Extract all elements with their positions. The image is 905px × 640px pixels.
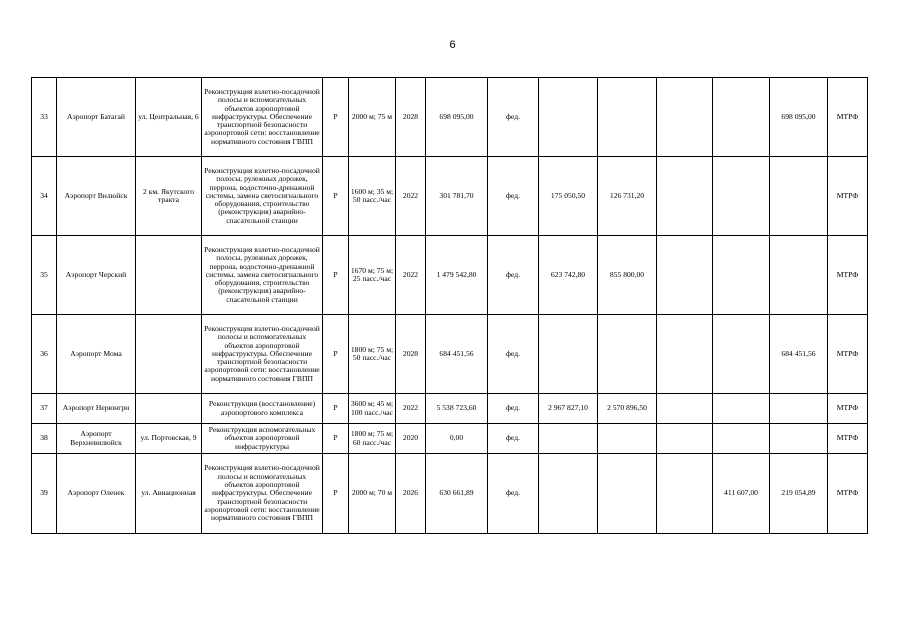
completion-year-cell: 2026 bbox=[396, 454, 426, 534]
capacity-cell: 2000 м; 70 м bbox=[349, 454, 396, 534]
row-number-cell: 39 bbox=[32, 454, 57, 534]
funding-period-2-cell: 126 731,20 bbox=[598, 157, 657, 236]
airport-address-cell: ул. Центральная, 6 bbox=[136, 78, 202, 157]
funding-period-1-cell bbox=[539, 424, 598, 454]
funding-period-2-cell: 2 570 896,50 bbox=[598, 394, 657, 424]
airport-address-cell bbox=[136, 315, 202, 394]
funding-source-cell: фед. bbox=[488, 424, 539, 454]
funding-period-2-cell bbox=[598, 454, 657, 534]
airport-name-cell: Аэропорт Оленек bbox=[57, 454, 136, 534]
airport-address-cell: ул. Портовская, 9 bbox=[136, 424, 202, 454]
page-number: 6 bbox=[449, 39, 456, 51]
responsible-org-cell: МТРФ bbox=[828, 315, 868, 394]
airport-address-cell bbox=[136, 394, 202, 424]
table-row bbox=[32, 394, 868, 424]
capacity-cell: 2000 м; 75 м bbox=[349, 78, 396, 157]
project-description-cell: Реконструкция (восстановление) аэропортового комплекса bbox=[202, 394, 323, 424]
funding-period-5-cell bbox=[770, 424, 828, 454]
project-description-cell: Реконструкция вспомогательных объектов аэропортовой инфраструктуры bbox=[202, 424, 323, 454]
funding-period-2-cell bbox=[598, 424, 657, 454]
funding-period-1-cell bbox=[539, 454, 598, 534]
table-row bbox=[32, 157, 868, 236]
responsible-org-cell: МТРФ bbox=[828, 157, 868, 236]
project-type-cell: Р bbox=[323, 315, 349, 394]
funding-source-cell: фед. bbox=[488, 157, 539, 236]
table-row bbox=[32, 424, 868, 454]
project-type-cell: Р bbox=[323, 394, 349, 424]
responsible-org-cell: МТРФ bbox=[828, 424, 868, 454]
airport-name-cell: Аэропорт Верхневилюйск bbox=[57, 424, 136, 454]
funding-period-4-cell bbox=[713, 78, 770, 157]
total-cost-cell: 5 538 723,60 bbox=[426, 394, 488, 424]
completion-year-cell: 2028 bbox=[396, 315, 426, 394]
project-description-cell: Реконструкция взлетно-посадочной полосы, рулежных дорожек, перрона, водосточно-дренажной системы, замена светосигнального оборудования, строительство (реконструкция) аварийно-спасательной станции bbox=[202, 157, 323, 236]
airport-name-cell: Аэропорт Черский bbox=[57, 236, 136, 315]
funding-period-5-cell: 684 451,56 bbox=[770, 315, 828, 394]
row-number-cell: 37 bbox=[32, 394, 57, 424]
airport-name-cell: Аэропорт Нерюнгри bbox=[57, 394, 136, 424]
funding-period-1-cell bbox=[539, 315, 598, 394]
responsible-org-cell: МТРФ bbox=[828, 454, 868, 534]
funding-period-4-cell bbox=[713, 315, 770, 394]
project-type-cell: Р bbox=[323, 424, 349, 454]
project-type-cell: Р bbox=[323, 236, 349, 315]
airport-address-cell bbox=[136, 236, 202, 315]
project-description-cell: Реконструкция взлетно-посадочной полосы и вспомогательных объектов аэропортовой инфраструктуры. Обеспечение транспортной безопасности аэропортовой сети: восстановление нормативного состояния ГВПП bbox=[202, 454, 323, 534]
project-description-cell: Реконструкция взлетно-посадочной полосы и вспомогательных объектов аэропортовой инфраструктуры. Обеспечение транспортной безопасности аэропортовой сети: восстановление нормативного состояния ГВПП bbox=[202, 315, 323, 394]
completion-year-cell: 2022 bbox=[396, 157, 426, 236]
table-row bbox=[32, 78, 868, 157]
airport-address-cell: 2 км. Якутского тракта bbox=[136, 157, 202, 236]
funding-period-3-cell bbox=[657, 157, 713, 236]
funding-period-4-cell bbox=[713, 157, 770, 236]
capacity-cell: 1670 м; 75 м; 25 пасс./час bbox=[349, 236, 396, 315]
funding-period-1-cell: 623 742,80 bbox=[539, 236, 598, 315]
capacity-cell: 1800 м; 75 м; 50 пасс./час bbox=[349, 315, 396, 394]
funding-source-cell: фед. bbox=[488, 236, 539, 315]
funding-period-5-cell bbox=[770, 157, 828, 236]
funding-period-5-cell bbox=[770, 394, 828, 424]
funding-period-3-cell bbox=[657, 424, 713, 454]
total-cost-cell: 1 479 542,80 bbox=[426, 236, 488, 315]
funding-period-1-cell: 175 050,50 bbox=[539, 157, 598, 236]
project-type-cell: Р bbox=[323, 78, 349, 157]
funding-period-3-cell bbox=[657, 236, 713, 315]
funding-period-4-cell bbox=[713, 424, 770, 454]
projects-table bbox=[31, 77, 868, 534]
total-cost-cell: 684 451,56 bbox=[426, 315, 488, 394]
responsible-org-cell: МТРФ bbox=[828, 394, 868, 424]
capacity-cell: 3600 м; 45 м; 100 пасс./час bbox=[349, 394, 396, 424]
total-cost-cell: 630 661,89 bbox=[426, 454, 488, 534]
responsible-org-cell: МТРФ bbox=[828, 78, 868, 157]
completion-year-cell: 2028 bbox=[396, 78, 426, 157]
row-number-cell: 35 bbox=[32, 236, 57, 315]
completion-year-cell: 2022 bbox=[396, 394, 426, 424]
funding-source-cell: фед. bbox=[488, 454, 539, 534]
row-number-cell: 34 bbox=[32, 157, 57, 236]
airport-address-cell: ул. Авиационная bbox=[136, 454, 202, 534]
funding-period-1-cell: 2 967 827,10 bbox=[539, 394, 598, 424]
funding-period-3-cell bbox=[657, 394, 713, 424]
funding-period-3-cell bbox=[657, 454, 713, 534]
funding-period-5-cell: 698 095,00 bbox=[770, 78, 828, 157]
airport-name-cell: Аэропорт Батагай bbox=[57, 78, 136, 157]
funding-period-4-cell: 411 607,00 bbox=[713, 454, 770, 534]
funding-period-3-cell bbox=[657, 315, 713, 394]
responsible-org-cell: МТРФ bbox=[828, 236, 868, 315]
project-type-cell: Р bbox=[323, 157, 349, 236]
airport-name-cell: Аэропорт Вилюйск bbox=[57, 157, 136, 236]
table-row bbox=[32, 236, 868, 315]
total-cost-cell: 0,00 bbox=[426, 424, 488, 454]
table-row bbox=[32, 315, 868, 394]
row-number-cell: 38 bbox=[32, 424, 57, 454]
funding-source-cell: фед. bbox=[488, 394, 539, 424]
project-description-cell: Реконструкция взлетно-посадочной полосы и вспомогательных объектов аэропортовой инфраструктуры. Обеспечение транспортной безопасности аэропортовой сети: восстановление нормативного состояния ГВПП bbox=[202, 78, 323, 157]
project-description-cell: Реконструкция взлетно-посадочной полосы, рулежных дорожек, перрона, водосточно-дренажной системы, замена светосигнального оборудования, строительство (реконструкция) аварийно-спасательной станции bbox=[202, 236, 323, 315]
funding-source-cell: фед. bbox=[488, 315, 539, 394]
total-cost-cell: 698 095,00 bbox=[426, 78, 488, 157]
completion-year-cell: 2020 bbox=[396, 424, 426, 454]
project-type-cell: Р bbox=[323, 454, 349, 534]
row-number-cell: 36 bbox=[32, 315, 57, 394]
capacity-cell: 1600 м; 35 м; 50 пасс./час bbox=[349, 157, 396, 236]
completion-year-cell: 2022 bbox=[396, 236, 426, 315]
row-number-cell: 33 bbox=[32, 78, 57, 157]
capacity-cell: 1800 м; 75 м; 60 пасс./час bbox=[349, 424, 396, 454]
funding-period-1-cell bbox=[539, 78, 598, 157]
total-cost-cell: 301 781,70 bbox=[426, 157, 488, 236]
funding-period-4-cell bbox=[713, 394, 770, 424]
funding-period-2-cell bbox=[598, 78, 657, 157]
airport-name-cell: Аэропорт Мома bbox=[57, 315, 136, 394]
funding-period-5-cell bbox=[770, 236, 828, 315]
funding-period-5-cell: 219 054,89 bbox=[770, 454, 828, 534]
funding-period-2-cell: 855 800,00 bbox=[598, 236, 657, 315]
funding-period-2-cell bbox=[598, 315, 657, 394]
funding-period-3-cell bbox=[657, 78, 713, 157]
table-row bbox=[32, 454, 868, 534]
funding-period-4-cell bbox=[713, 236, 770, 315]
funding-source-cell: фед. bbox=[488, 78, 539, 157]
